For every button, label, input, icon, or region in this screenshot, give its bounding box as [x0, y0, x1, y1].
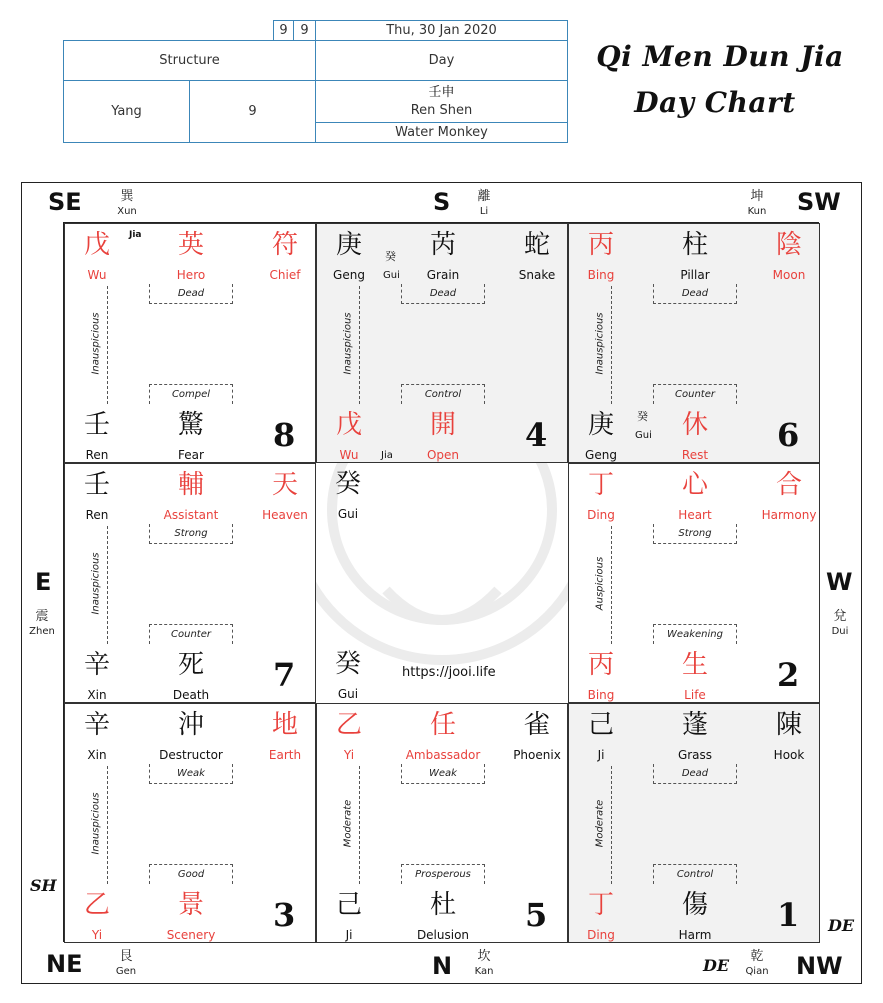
dir-nw: NW	[796, 952, 843, 980]
stem-earth-pinyin-w: Bing	[587, 688, 615, 702]
trigram-xun-pinyin: Xun	[117, 206, 137, 217]
stem-heaven-pinyin-ne: Xin	[87, 748, 107, 762]
stem-earth-pinyin-se: Ren	[85, 448, 109, 462]
site-url: https://jooi.life	[402, 665, 496, 680]
deity-ne: 地	[271, 710, 298, 740]
stem-heaven-n: 乙	[335, 710, 362, 740]
stem-heaven-pinyin-se: Wu	[87, 268, 107, 282]
stem-earth-w: 丙	[587, 650, 614, 680]
stem-earth-nw: 丁	[587, 890, 614, 920]
star-nw: 蓬	[681, 710, 708, 740]
yin-yang-text: Yang	[111, 104, 142, 119]
structure-label-text: Structure	[159, 53, 220, 68]
star-pinyin-sw: Pillar	[680, 268, 710, 282]
auspice-n: Moderate	[342, 799, 354, 848]
palace-sw	[568, 223, 820, 463]
palace-s	[316, 223, 568, 463]
star-status-ne: Weak	[149, 764, 233, 784]
trigram-xun: 巽	[120, 189, 134, 204]
bottom-sub-stem-pinyin-sw: Gui	[635, 430, 652, 441]
stem-earth-pinyin-s: Wu	[339, 448, 359, 462]
door-pinyin-e: Death	[172, 688, 210, 702]
trigram-kan-pinyin: Kan	[474, 966, 494, 977]
door-pinyin-se: Fear	[178, 448, 204, 462]
palace-number-s: 4	[525, 416, 548, 454]
center-bottom-stem: 癸	[334, 649, 361, 679]
deity-se: 符	[271, 230, 298, 260]
structure-num	[189, 80, 316, 143]
header-date	[315, 20, 568, 41]
day-pinyin: Ren Shen	[410, 102, 473, 118]
door-nw: 傷	[681, 890, 708, 920]
palace-w	[568, 463, 820, 703]
door-sw: 休	[681, 410, 708, 440]
door-pinyin-w: Life	[684, 688, 706, 702]
palace-number-sw: 6	[777, 416, 800, 454]
door-s: 開	[429, 410, 456, 440]
stem-earth-pinyin-nw: Ding	[587, 928, 615, 942]
star-status-n: Weak	[401, 764, 485, 784]
dir-s: S	[433, 188, 451, 216]
palace-se	[64, 223, 316, 463]
palace-nw	[568, 703, 820, 943]
deity-n: 雀	[523, 710, 550, 740]
auspice-e: Inauspicious	[90, 552, 102, 615]
trigram-dui-pinyin: Dui	[831, 626, 849, 637]
star-ne: 沖	[177, 710, 204, 740]
divider-n	[359, 766, 360, 884]
star-pinyin-w: Heart	[678, 508, 712, 522]
deity-pinyin-se: Chief	[269, 268, 301, 282]
stem-earth-pinyin-ne: Yi	[91, 928, 103, 942]
star-s: 芮	[429, 230, 456, 260]
top-sub-se: Jia	[129, 230, 142, 240]
door-status-e: Counter	[149, 624, 233, 644]
stem-heaven-pinyin-nw: Ji	[597, 748, 605, 762]
trigram-kun-pinyin: Kun	[747, 206, 767, 217]
stem-heaven-pinyin-s: Geng	[333, 268, 365, 282]
palace-number-n: 5	[525, 896, 548, 934]
door-n: 杜	[429, 890, 456, 920]
auspice-sw: Inauspicious	[594, 312, 606, 375]
star-n: 任	[429, 710, 456, 740]
trigram-qian-pinyin: Qian	[745, 966, 769, 977]
stem-heaven-nw: 己	[587, 710, 614, 740]
star-w: 心	[681, 470, 708, 500]
trigram-dui: 兌	[833, 609, 847, 624]
star-pinyin-e: Assistant	[163, 508, 219, 522]
divider-sw	[611, 286, 612, 404]
palace-number-nw: 1	[777, 896, 800, 934]
stem-heaven-sw: 丙	[587, 230, 614, 260]
stem-earth-n: 己	[335, 890, 362, 920]
star-status-sw: Dead	[653, 284, 737, 304]
marker-de-right: DE	[828, 916, 855, 935]
door-status-nw: Control	[653, 864, 737, 884]
door-status-s: Control	[401, 384, 485, 404]
door-pinyin-n: Delusion	[416, 928, 470, 942]
palace-e	[64, 463, 316, 703]
divider-e	[107, 526, 108, 644]
door-pinyin-sw: Rest	[681, 448, 709, 462]
star-status-se: Dead	[149, 284, 233, 304]
header-num-1	[273, 20, 294, 41]
deity-sw: 陰	[775, 230, 802, 260]
marker-sh: SH	[30, 876, 57, 895]
stem-heaven-s: 庚	[335, 230, 362, 260]
door-status-n: Prosperous	[401, 864, 485, 884]
dir-w: W	[826, 568, 853, 596]
stem-heaven-e: 壬	[83, 470, 110, 500]
star-pinyin-se: Hero	[176, 268, 206, 282]
trigram-zhen-pinyin: Zhen	[29, 626, 55, 637]
star-status-w: Strong	[653, 524, 737, 544]
auspice-nw: Moderate	[594, 799, 606, 848]
door-se: 驚	[177, 410, 204, 440]
palace-number-w: 2	[777, 656, 800, 694]
dir-ne: NE	[46, 950, 83, 978]
deity-pinyin-w: Harmony	[761, 508, 817, 522]
palace-ne	[64, 703, 316, 943]
divider-s	[359, 286, 360, 404]
day-pillar	[315, 80, 568, 123]
deity-pinyin-e: Heaven	[262, 508, 308, 522]
center-bottom-stem-pinyin: Gui	[337, 687, 359, 701]
door-pinyin-ne: Scenery	[166, 928, 216, 942]
header-date-text: Thu, 30 Jan 2020	[386, 23, 497, 38]
mid-sub-stem-s: 癸	[385, 250, 396, 263]
trigram-kan: 坎	[477, 949, 491, 964]
yin-yang	[63, 80, 190, 143]
deity-pinyin-sw: Moon	[772, 268, 806, 282]
auspice-w: Auspicious	[594, 556, 606, 611]
door-pinyin-s: Open	[426, 448, 460, 462]
stem-heaven-pinyin-w: Ding	[587, 508, 615, 522]
door-pinyin-nw: Harm	[678, 928, 712, 942]
structure-label	[63, 40, 316, 81]
star-pinyin-s: Grain	[426, 268, 460, 282]
day-chinese: 壬申	[428, 84, 455, 100]
stem-earth-sw: 庚	[587, 410, 614, 440]
trigram-zhen: 震	[35, 609, 49, 624]
bottom-sub-s: Jia	[381, 450, 393, 461]
title-line-2: Day Chart	[634, 86, 796, 119]
door-status-se: Compel	[149, 384, 233, 404]
auspice-s: Inauspicious	[342, 312, 354, 375]
star-status-s: Dead	[401, 284, 485, 304]
stem-earth-s: 戊	[335, 410, 362, 440]
deity-pinyin-nw: Hook	[773, 748, 805, 762]
dir-n: N	[432, 952, 453, 980]
deity-w: 合	[775, 470, 802, 500]
star-status-nw: Dead	[653, 764, 737, 784]
dir-e: E	[35, 568, 52, 596]
dir-sw: SW	[797, 188, 841, 216]
star-se: 英	[177, 230, 204, 260]
stem-earth-pinyin-sw: Geng	[585, 448, 617, 462]
trigram-li-pinyin: Li	[479, 206, 489, 217]
deity-e: 天	[271, 470, 298, 500]
auspice-ne: Inauspicious	[90, 792, 102, 855]
palace-number-ne: 3	[273, 896, 296, 934]
palace-number-e: 7	[273, 656, 296, 694]
stem-heaven-pinyin-n: Yi	[343, 748, 355, 762]
door-e: 死	[177, 650, 204, 680]
divider-nw	[611, 766, 612, 884]
trigram-li: 離	[477, 189, 491, 204]
palace-n	[316, 703, 568, 943]
stem-heaven-w: 丁	[587, 470, 614, 500]
trigram-qian: 乾	[750, 949, 764, 964]
door-status-w: Weakening	[653, 624, 737, 644]
deity-pinyin-n: Phoenix	[513, 748, 561, 762]
palace-center	[316, 463, 568, 703]
door-ne: 景	[177, 890, 204, 920]
star-e: 輔	[177, 470, 204, 500]
stem-heaven-pinyin-e: Ren	[85, 508, 109, 522]
star-status-e: Strong	[149, 524, 233, 544]
deity-pinyin-ne: Earth	[268, 748, 302, 762]
palace-number-se: 8	[273, 416, 296, 454]
star-sw: 柱	[681, 230, 708, 260]
star-pinyin-n: Ambassador	[405, 748, 481, 762]
deity-nw: 陳	[775, 710, 802, 740]
day-label	[315, 40, 568, 81]
header-num-1-text: 9	[279, 23, 288, 38]
header-num-2-text: 9	[300, 23, 309, 38]
header-num-2	[293, 20, 316, 41]
door-status-ne: Good	[149, 864, 233, 884]
deity-s: 蛇	[523, 230, 550, 260]
mid-sub-stem-pinyin-s: Gui	[383, 270, 400, 281]
day-element	[315, 122, 568, 143]
divider-se	[107, 286, 108, 404]
trigram-kun: 坤	[750, 189, 764, 204]
title-line-1: Qi Men Dun Jia	[596, 40, 844, 73]
star-pinyin-nw: Grass	[677, 748, 713, 762]
stem-earth-e: 辛	[83, 650, 110, 680]
door-w: 生	[681, 650, 708, 680]
bottom-sub-stem-sw: 癸	[637, 410, 648, 423]
stem-heaven-ne: 辛	[83, 710, 110, 740]
stem-earth-ne: 乙	[83, 890, 110, 920]
center-top-stem: 癸	[334, 469, 361, 499]
door-status-sw: Counter	[653, 384, 737, 404]
stem-earth-se: 壬	[83, 410, 110, 440]
stem-earth-pinyin-e: Xin	[87, 688, 107, 702]
trigram-gen: 艮	[119, 949, 133, 964]
deity-pinyin-s: Snake	[518, 268, 556, 282]
trigram-gen-pinyin: Gen	[115, 966, 137, 977]
stem-earth-pinyin-n: Ji	[345, 928, 353, 942]
day-element-text: Water Monkey	[395, 125, 488, 140]
auspice-se: Inauspicious	[90, 312, 102, 375]
star-pinyin-ne: Destructor	[159, 748, 223, 762]
palace-grid	[63, 222, 819, 942]
day-label-text: Day	[428, 53, 455, 68]
center-top-stem-pinyin: Gui	[337, 507, 359, 521]
divider-ne	[107, 766, 108, 884]
dir-se: SE	[48, 188, 82, 216]
stem-heaven-se: 戊	[83, 230, 110, 260]
stem-heaven-pinyin-sw: Bing	[587, 268, 615, 282]
divider-w	[611, 526, 612, 644]
structure-num-text: 9	[248, 104, 257, 119]
marker-de-bottom: DE	[703, 956, 730, 975]
